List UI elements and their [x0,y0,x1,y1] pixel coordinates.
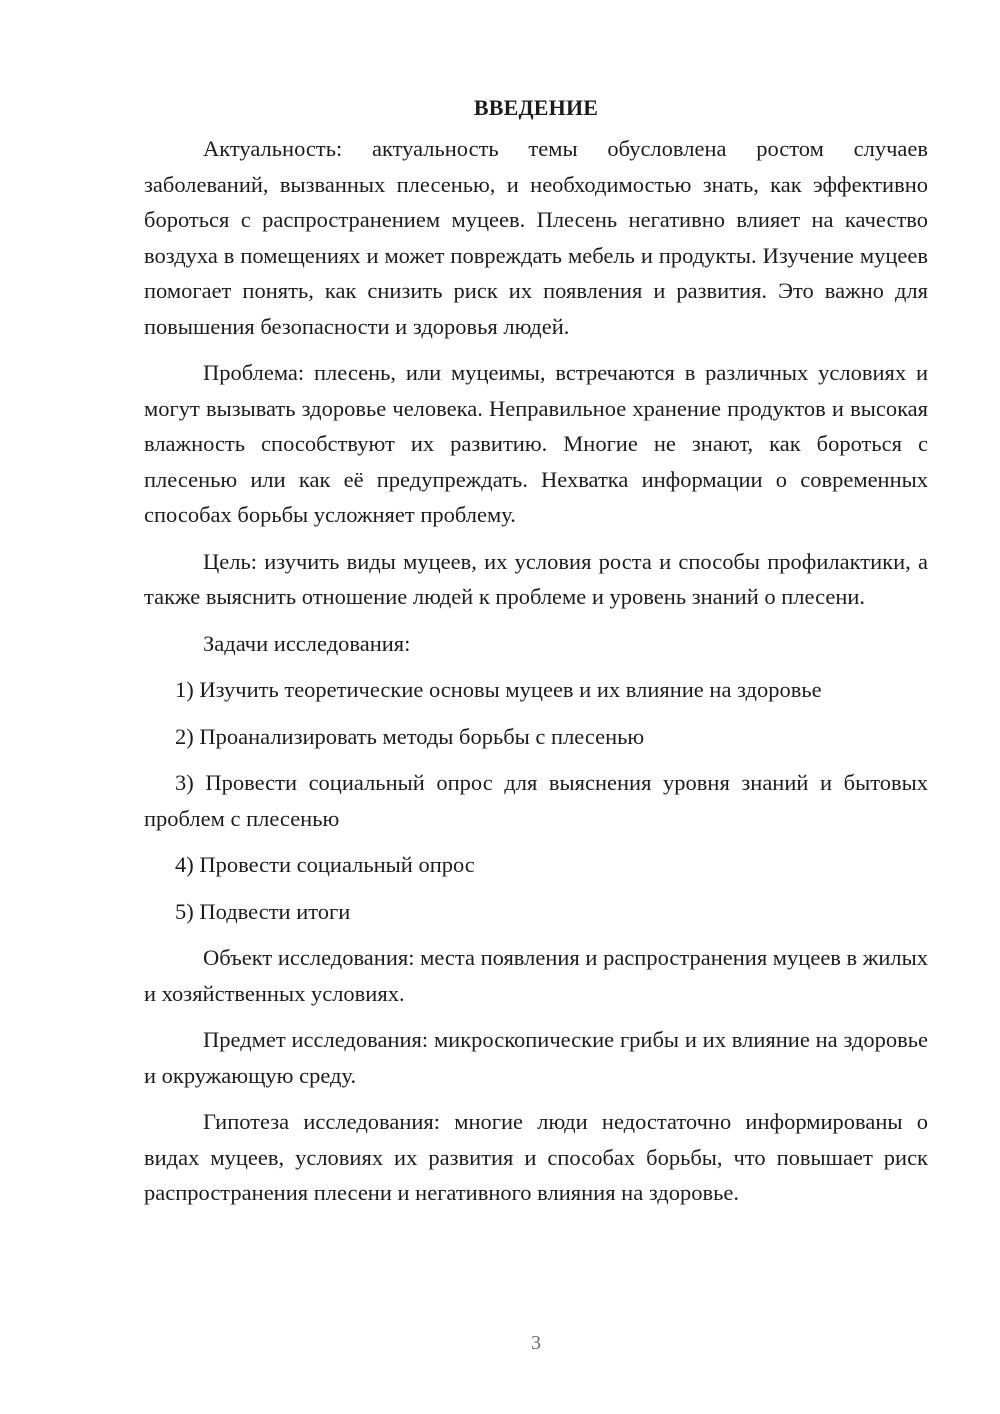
task-item-2: 2) Проанализировать методы борьбы с плесенью [175,723,645,749]
paragraph-problem: Проблема: плесень, или муцеимы, встречаются в различных условиях и могут вызывать здоровье человека. Неправильное хранение продуктов и высокая влажность способствуют их развитию. Многие не знают, как бороться с плесенью или как её предупреждать. Нехватка информации о современных способах борьбы усложняет проблему. [144,360,928,527]
task-item-5: 5) Подвести итоги [175,898,351,924]
paragraph-object: Объект исследования: места появления и распространения муцеев в жилых и хозяйственных условиях. [144,945,928,1006]
paragraph-hypothesis: Гипотеза исследования: многие люди недостаточно информированы о видах муцеев, условиях их развития и способах борьбы, что повышает риск распространения плесени и негативного влияния на здоровье. [144,1109,928,1205]
paragraph-subject: Предмет исследования: микроскопические грибы и их влияние на здоровье и окружающую среду. [144,1027,928,1088]
task-item-4: 4) Провести социальный опрос [175,852,475,877]
task-item-3: 3) Провести социальный опрос для выяснения уровня знаний и бытовых проблем с плесенью [144,770,928,831]
paragraph-relevance: Актуальность: актуальность темы обусловлена ростом случаев заболеваний, вызванных плесенью, и необходимостью знать, как эффективно бороться с распространением муцеев. Плесень негативно влияет на качество воздуха в помещениях и может повреждать мебель и продукты. Изучение муцеев помогает понять, как снизить риск их появления и развития. Это важно для повышения безопасности и здоровья людей. [144,136,928,339]
tasks-heading: Задачи исследования: [203,630,411,656]
paragraph-goal: Цель: изучить виды муцеев, их условия роста и способы профилактики, а также выяснить отношение людей к проблеме и уровень знаний о плесени. [144,548,928,609]
document-page [144,90,928,1222]
page-number: 3 [531,1332,541,1354]
task-item-1: 1) Изучить теоретические основы муцеев и их влияние на здоровье [175,677,822,702]
page-title: ВВЕДЕНИЕ [473,95,599,120]
